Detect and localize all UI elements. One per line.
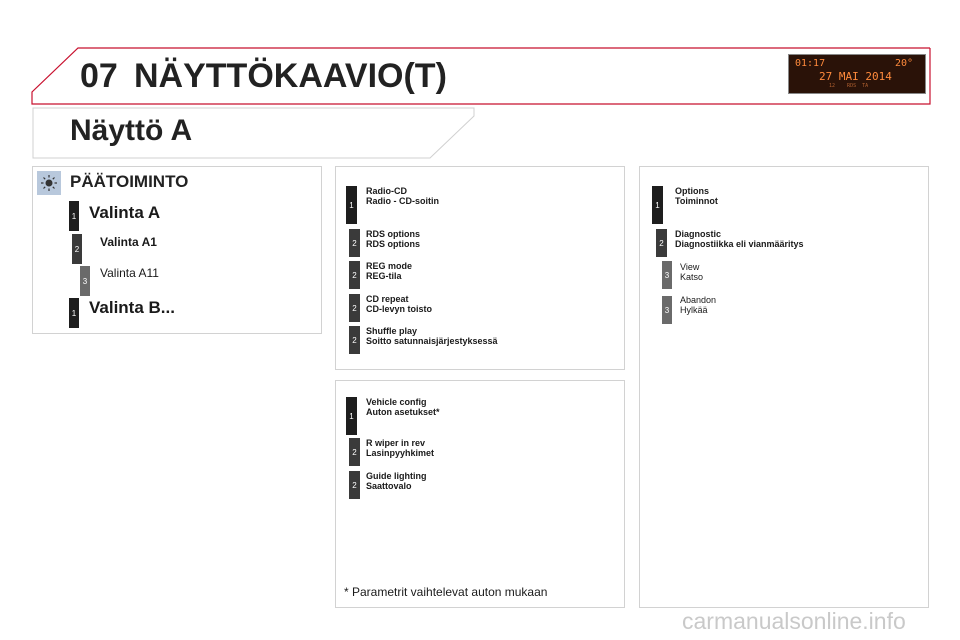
level-2-badge: 2: [349, 294, 360, 322]
level-2-badge: 2: [349, 438, 360, 466]
level-3-badge: 3: [662, 296, 672, 324]
level-2-badge: 2: [656, 229, 667, 257]
cd-repeat-item: CD repeat CD-levyn toisto: [366, 294, 433, 314]
level-1-badge: 1: [346, 186, 357, 224]
level-2-badge: 2: [349, 229, 360, 257]
legend-row-level-1: Valinta A: [89, 203, 161, 222]
chapter-number: 07: [80, 57, 118, 95]
level-1-badge: 1: [69, 298, 79, 328]
level-2-badge: 2: [349, 261, 360, 289]
display-status: 12 RDS TA: [829, 83, 869, 89]
level-3-badge: 3: [80, 266, 90, 296]
options-item: Options Toiminnot: [675, 186, 718, 206]
abandon-item: Abandon Hylkää: [680, 295, 717, 315]
reg-mode-item: REG mode REG-tila: [366, 261, 413, 281]
level-2-badge: 2: [72, 234, 82, 264]
rds-options-item: RDS options RDS options: [366, 229, 420, 249]
light-bulb-icon: [37, 171, 61, 195]
level-1-badge: 1: [69, 201, 79, 231]
level-1-badge: 1: [346, 397, 357, 435]
section-title: Näyttö A: [70, 114, 193, 147]
display-date: 27 MAI 2014: [819, 70, 892, 83]
level-3-badge: 3: [662, 261, 672, 289]
view-item: View Katso: [680, 262, 704, 282]
level-2-badge: 2: [349, 471, 360, 499]
radio-display: [788, 54, 926, 94]
page-title: NÄYTTÖKAAVIO(T): [134, 57, 447, 95]
legend-row-level-1: Valinta B...: [89, 298, 175, 317]
display-temperature: 20°: [895, 58, 914, 69]
radio-cd-item: Radio-CD Radio - CD-soitin: [366, 186, 439, 206]
legend-row-level-3: Valinta A11: [100, 266, 159, 280]
level-2-badge: 2: [349, 326, 360, 354]
guide-lighting-item: Guide lighting Saattovalo: [366, 471, 427, 491]
rear-wiper-item: R wiper in rev Lasinpyyhkimet: [366, 438, 435, 458]
legend-row-level-2: Valinta A1: [100, 235, 157, 249]
level-1-badge: 1: [652, 186, 663, 224]
legend-title: PÄÄTOIMINTO: [70, 172, 189, 191]
vehicle-config-item: Vehicle config Auton asetukset*: [366, 397, 440, 417]
diagnostic-item: Diagnostic Diagnostiikka eli vianmääritys: [675, 229, 804, 249]
watermark: carmanualsonline.info: [682, 608, 906, 634]
shuffle-play-item: Shuffle play Soitto satunnaisjärjestyksessä: [366, 326, 498, 346]
footnote: * Parametrit vaihtelevat auton mukaan: [344, 585, 548, 599]
display-time: 01:17: [795, 58, 826, 69]
